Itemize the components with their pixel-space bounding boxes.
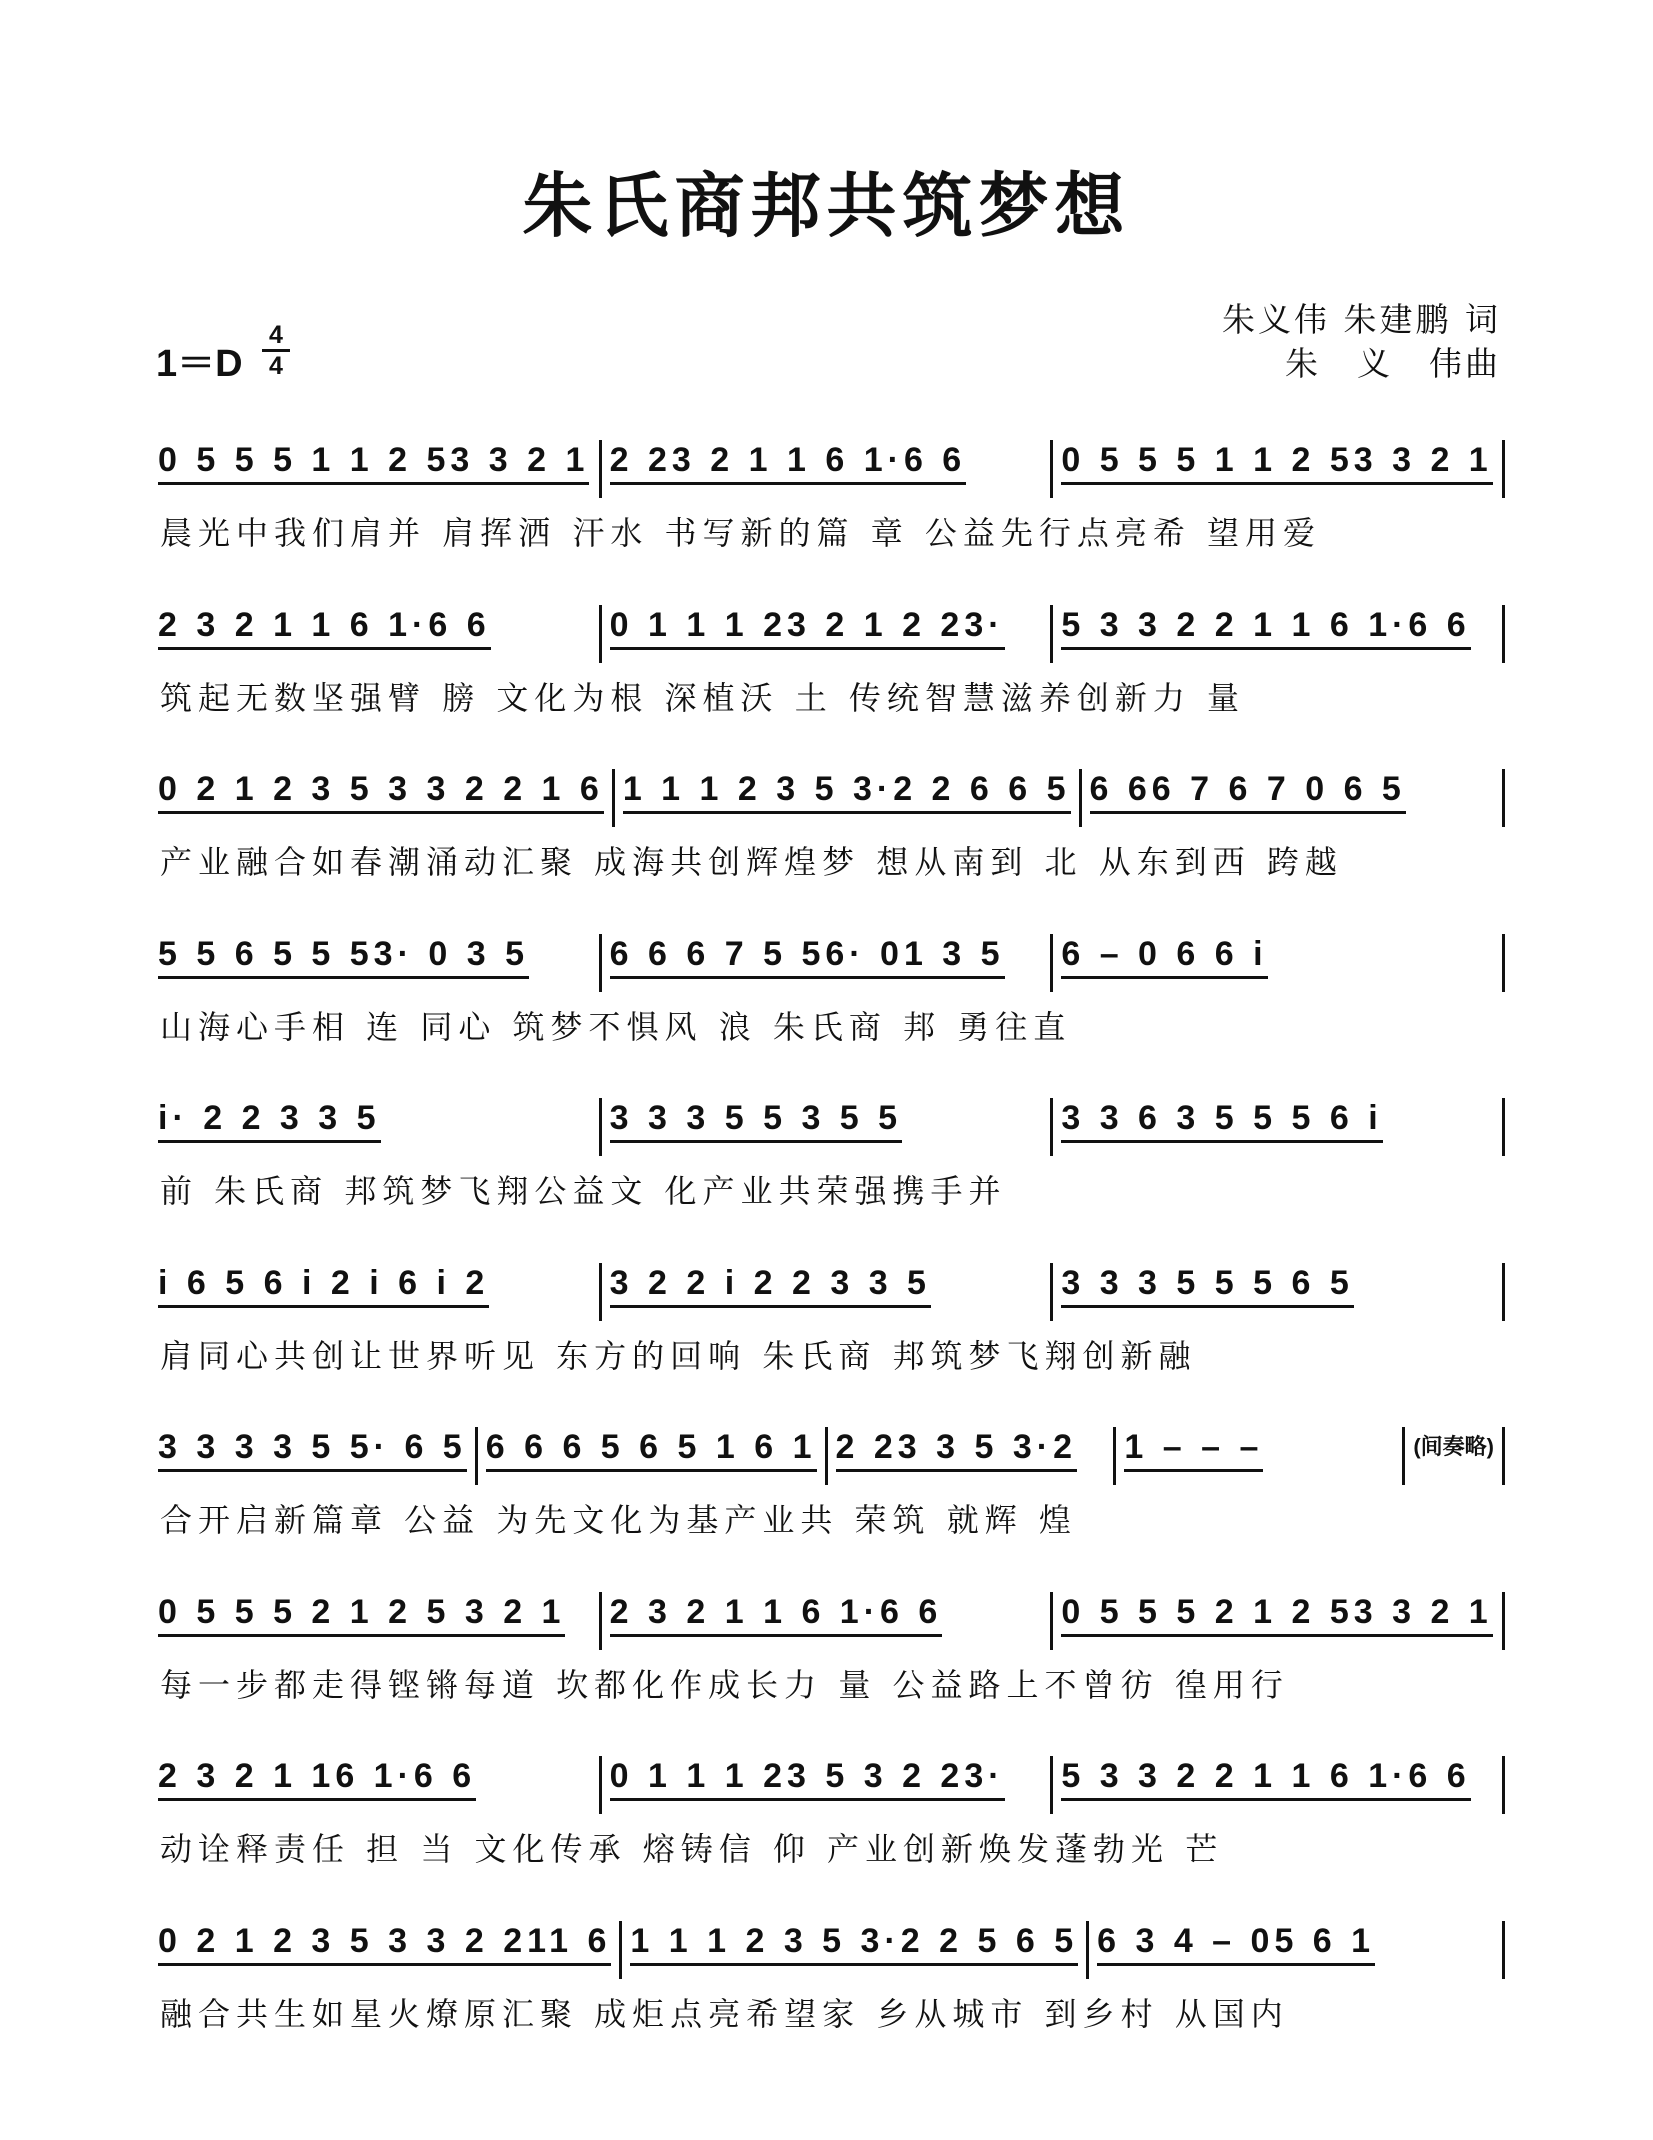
notation-line [150,1263,1505,1323]
measure [615,769,1079,829]
lyrics-line: 产业融合如春潮涌动汇聚 成海共创辉煌梦 想从南到 北 从东到西 跨越 [160,843,1343,881]
lyrics-line: 晨光中我们肩并 肩挥洒 汗水 书写新的篇 章 公益先行点亮希 望用爱 [160,514,1322,552]
barline [1502,1098,1505,1156]
measure-notes: 5 3 3 2 2 1 1 6 1·6 6 [1061,1756,1470,1801]
notation-line [150,605,1505,665]
measure-notes: 0 5 5 5 2 1 2 5 3 2 1 [158,1592,565,1637]
notation-line [150,1427,1505,1487]
measure-notes: 6 6 6 5 6 5 1 6 1 [486,1427,817,1472]
measure-notes: 0 1 1 1 23 2 1 2 23· [610,605,1005,650]
lyrics-line: 合开启新篇章 公益 为先文化为基产业共 荣筑 就辉 煌 [160,1501,1077,1539]
measure-notes: 3 3 3 5 5 5 6 5 [1061,1263,1353,1308]
barline [1502,1427,1505,1485]
measure-notes: 0 2 1 2 3 5 3 3 2 211 6 [158,1921,611,1966]
measure [1053,440,1502,500]
measure-notes: 1 – – – [1124,1427,1263,1472]
measure [1082,769,1502,829]
barline [1502,1921,1505,1979]
score-system [150,440,1505,605]
measure [602,1592,1051,1652]
measure-notes: i 6 5 6 i 2 i 6 i 2 [158,1263,489,1308]
measure-notes: 6 3 4 – 05 6 1 [1097,1921,1375,1966]
measure [602,605,1051,665]
time-signature [262,322,290,379]
score-system [150,934,1505,1099]
measure [602,1756,1051,1816]
measure-notes: 0 1 1 1 23 5 3 2 23· [610,1756,1005,1801]
barline [1502,1263,1505,1321]
time-signature-top: 4 [269,321,283,349]
lyrics-line: 动诠释责任 担 当 文化传承 熔铸信 仰 产业创新焕发蓬勃光 芒 [160,1830,1224,1868]
notation-line [150,769,1505,829]
measure-notes: 1 1 1 2 3 5 3·2 2 5 6 5 [630,1921,1078,1966]
measure-notes: 3 2 2 i 2 2 3 3 5 [610,1263,931,1308]
measure [150,605,599,665]
measure [602,934,1051,994]
measure-notes: 2 3 2 1 1 6 1·6 6 [610,1592,943,1637]
measure [150,1098,599,1158]
measure [150,440,599,500]
measure [1053,934,1502,994]
measure [150,1427,475,1487]
measure-notes: 0 5 5 5 1 1 2 53 3 2 1 [1061,440,1492,485]
barline [1502,769,1505,827]
score-system [150,1756,1505,1921]
barline [1502,440,1505,498]
measure [602,440,1051,500]
measure-notes: 0 2 1 2 3 5 3 3 2 2 1 6 [158,769,604,814]
score-system [150,769,1505,934]
measure [150,769,612,829]
measure [1053,605,1502,665]
score [150,440,1505,2085]
measure [150,1756,599,1816]
measure [150,1921,619,1981]
lyricist-credit: 朱义伟 朱建鹏 词 [1222,300,1501,339]
measure-notes: 2 23 3 5 3·2 [836,1427,1077,1472]
measure [478,1427,825,1487]
measure [150,1263,599,1323]
notation-line [150,1592,1505,1652]
measure-notes: 3 3 6 3 5 5 5 6 i [1061,1098,1382,1143]
measure [150,1592,599,1652]
lyrics-line: 融合共生如星火燎原汇聚 成炬点亮希望家 乡从城市 到乡村 从国内 [160,1994,1289,2033]
measure [602,1098,1051,1158]
barline [1502,1756,1505,1814]
score-system [150,1921,1505,2086]
measure-notes: 3 3 3 3 5 5· 6 5 [158,1427,467,1472]
time-signature-bottom: 4 [269,352,283,380]
notation-line [150,440,1505,500]
measure-notes: i· 2 2 3 3 5 [158,1098,381,1143]
measure-notes: 6 6 6 7 5 56· 01 3 5 [610,934,1005,979]
measure-notes: 0 5 5 5 1 1 2 53 3 2 1 [158,440,589,485]
measure [602,1263,1051,1323]
notation-line [150,1098,1505,1158]
barline [1502,1592,1505,1650]
measure-notes: 5 5 6 5 5 53· 0 3 5 [158,934,529,979]
composer-credit: 朱 义 伟曲 [1285,344,1501,383]
measure [1053,1756,1502,1816]
notation-line [150,1921,1505,1981]
lyrics-line: 筑起无数坚强臂 膀 文化为根 深植沃 土 传统智慧滋养创新力 量 [160,678,1246,717]
notation-line [150,1756,1505,1816]
measure [1053,1592,1502,1652]
score-system [150,605,1505,770]
measure [622,1921,1086,1981]
measure-notes: 6 – 0 6 6 i [1061,934,1267,979]
measure [150,934,599,994]
lyrics-line: 肩同心共创让世界听见 东方的回响 朱氏商 邦筑梦飞翔创新融 [160,1336,1197,1375]
measure-notes: 3 3 3 5 5 3 5 5 [610,1098,902,1143]
measure-notes: (间奏略) [1413,1434,1494,1459]
key-signature: 1＝D [156,343,243,385]
measure-notes: 2 3 2 1 1 6 1·6 6 [158,605,491,650]
score-system [150,1592,1505,1757]
barline [1502,605,1505,663]
measure [1116,1427,1402,1487]
score-system [150,1098,1505,1263]
credits [1222,298,1501,386]
measure [828,1427,1114,1487]
score-system [150,1427,1505,1592]
measure [1405,1427,1502,1487]
measure-notes: 2 23 2 1 1 6 1·6 6 [610,440,967,485]
lyrics-line: 山海心手相 连 同心 筑梦不惧风 浪 朱氏商 邦 勇往直 [160,1007,1072,1046]
measure [1053,1263,1502,1323]
song-title: 朱氏商邦共筑梦想 [522,164,1131,247]
measure [1053,1098,1502,1158]
lyrics-line: 每一步都走得铿锵每道 坎都化作成长力 量 公益路上不曾彷 徨用行 [160,1665,1289,1704]
lyrics-line: 前 朱氏商 邦筑梦飞翔公益文 化产业共荣强携手并 [160,1172,1007,1210]
measure-notes: 0 5 5 5 2 1 2 53 3 2 1 [1061,1592,1492,1637]
score-system [150,1263,1505,1428]
measure-notes: 1 1 1 2 3 5 3·2 2 6 6 5 [623,769,1071,814]
notation-line [150,934,1505,994]
measure-notes: 2 3 2 1 16 1·6 6 [158,1756,476,1801]
measure-notes: 5 3 3 2 2 1 1 6 1·6 6 [1061,605,1470,650]
measure [1089,1921,1502,1981]
measure-notes: 6 66 7 6 7 0 6 5 [1090,769,1406,814]
barline [1502,934,1505,992]
